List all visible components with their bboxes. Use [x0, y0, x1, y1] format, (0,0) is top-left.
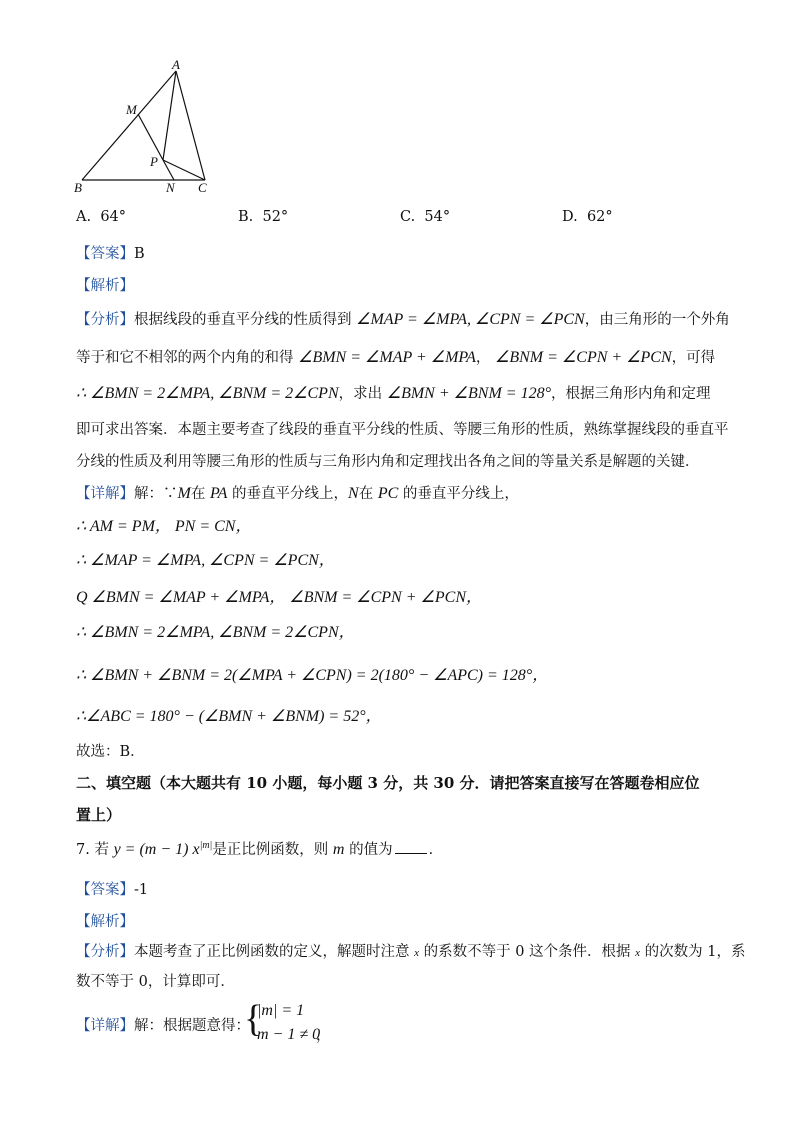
label-B: B: [74, 180, 82, 195]
q6-fenxi-line4: 即可求出答案．本题主要考查了线段的垂直平分线的性质、等腰三角形的性质，熟练掌握线段的垂直平: [76, 422, 729, 438]
q6-step2: ∴ ∠MAP = ∠MPA, ∠CPN = ∠PCN，: [76, 552, 335, 569]
system-eq2: m − 1 ≠ 0: [257, 1026, 321, 1043]
choice-b: B. 52°: [238, 209, 289, 225]
q6-fenxi-line2: 等于和它不相邻的两个内角的和得 ∠BMN = ∠MAP + ∠MPA， ∠BNM = ∠CPN + ∠PCN，可得: [76, 349, 716, 366]
q6-step1: ∴ AM = PM， PN = CN，: [76, 518, 252, 535]
q6-step4: ∴ ∠BMN = 2∠MPA, ∠BNM = 2∠CPN，: [76, 624, 355, 641]
choice-d: D. 62°: [562, 209, 613, 225]
q7-answer: 【答案】-1: [76, 882, 149, 898]
q6-fenxi-line5: 分线的性质及利用等腰三角形的性质与三角形内角和定理找出各角之间的等量关系是解题的关键．: [76, 454, 700, 470]
section2-heading-line1: 二、填空题（本大题共有 10 小题，每小题 3 分，共 30 分．请把答案直接写在答题卷相应位: [76, 774, 700, 792]
label-C: C: [198, 180, 207, 195]
label-P: P: [150, 154, 158, 169]
system-brace: {: [244, 998, 263, 1040]
segment-PC: [163, 160, 205, 180]
q6-fenxi-line3: ∴ ∠BMN = 2∠MPA, ∠BNM = 2∠CPN，求出 ∠BMN + ∠BNM = 128°，根据三角形内角和定理: [76, 385, 711, 402]
system-comma: ，: [316, 1028, 331, 1044]
side-AC: [176, 71, 205, 180]
section2-heading-line2: 置上）: [76, 806, 122, 824]
q7-fenxi-line1: 【分析】本题考查了正比例函数的定义，解题时注意 x 的系数不等于 0 这个条件．根据 x 的次数为 1，系: [76, 944, 746, 960]
q6-fenxi-line1: 【分析】根据线段的垂直平分线的性质得到 ∠MAP = ∠MPA, ∠CPN = ∠PCN，由三角形的一个外角: [76, 311, 730, 328]
q6-step3: Q ∠BMN = ∠MAP + ∠MPA， ∠BNM = ∠CPN + ∠PCN，: [76, 589, 482, 606]
q6-conclusion: 故选：B．: [76, 744, 145, 760]
q7-analysis-tag: 【解析】: [76, 914, 134, 930]
q6-detail-line1: 【详解】解：∵M在 PA 的垂直平分线上，N在 PC 的垂直平分线上，: [76, 485, 519, 502]
system-eq1: |m| = 1: [257, 1002, 305, 1019]
q6-step6: ∴∠ABC = 180° − (∠BMN + ∠BNM) = 52°，: [76, 708, 382, 725]
q7-fenxi-line2: 数不等于 0，计算即可．: [76, 974, 235, 990]
q6-answer: 【答案】B: [76, 246, 145, 262]
label-N: N: [166, 180, 175, 195]
q7-question: 7. 若 y = (m − 1) $x^{|m|}$是正比例函数，则 m 的值为 ．: [76, 840, 444, 858]
label-A: A: [172, 58, 180, 72]
triangle-figure: [70, 58, 220, 198]
answer-blank: [395, 839, 427, 854]
label-M: M: [126, 102, 137, 117]
side-AB: [82, 71, 176, 180]
q6-analysis-tag: 【解析】: [76, 278, 134, 294]
q6-step5: ∴ ∠BMN + ∠BNM = 2(∠MPA + ∠CPN) = 2(180° − ∠APC) = 128°，: [76, 667, 549, 684]
choice-c: C. 54°: [400, 209, 451, 225]
choice-a: A. 64°: [76, 209, 127, 225]
